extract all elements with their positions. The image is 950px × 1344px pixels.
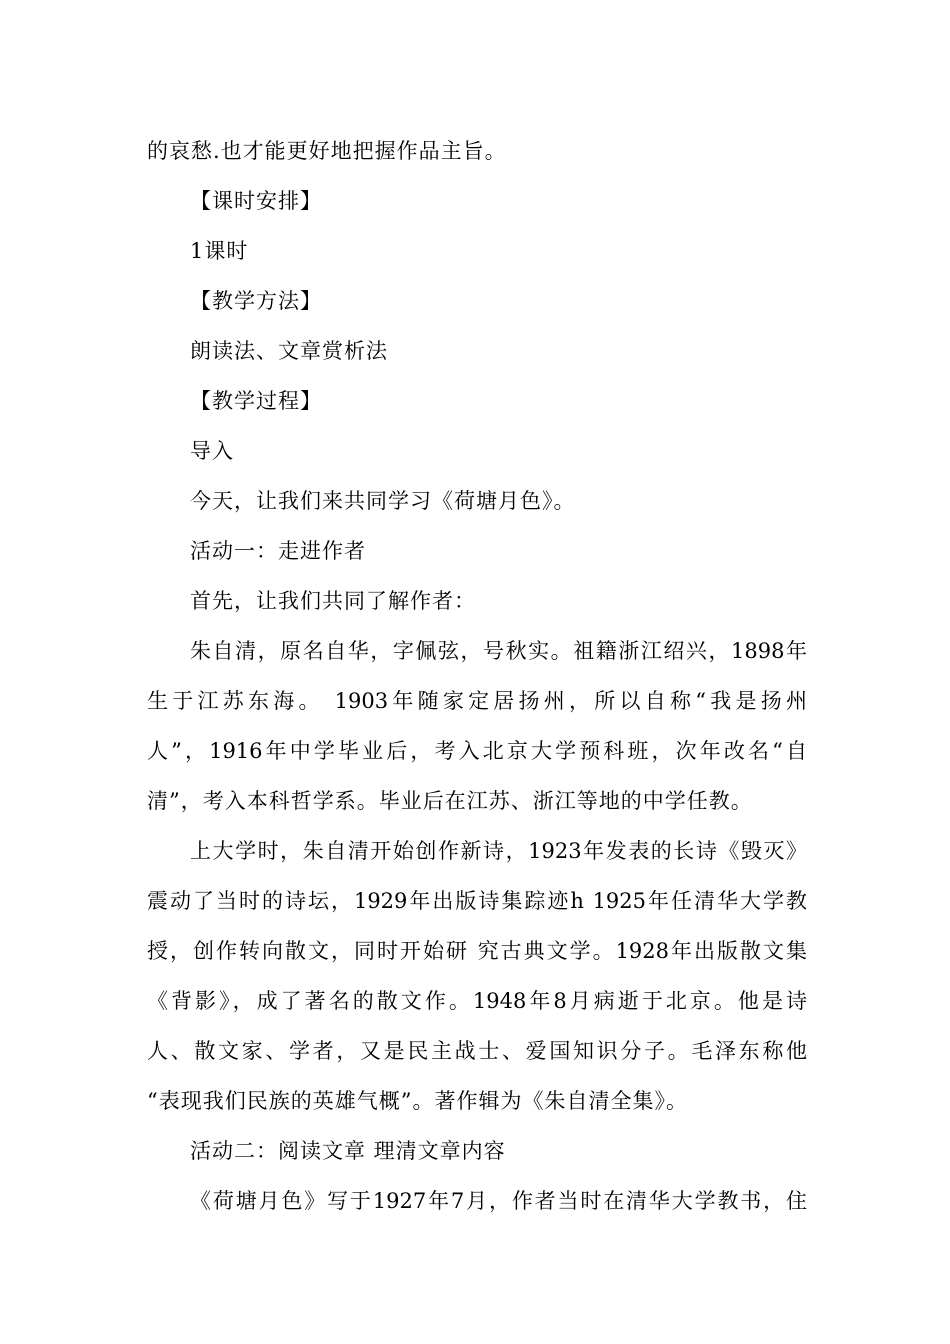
paragraph-line: 朱自清，原名自华，字佩弦，号秋实。祖籍浙江绍兴，1898年 bbox=[190, 639, 807, 663]
paragraph-line: 今天，让我们来共同学习《荷塘月色》。 bbox=[190, 489, 576, 513]
section-heading: 【教学方法】 bbox=[190, 289, 322, 313]
section-heading: 【课时安排】 bbox=[190, 189, 322, 213]
paragraph-line: 的哀愁.也才能更好地把握作品主旨。 bbox=[147, 139, 507, 163]
paragraph-line: 《背影》，成了著名的散文作。1948年8月病逝于北京。他是诗 bbox=[147, 989, 807, 1013]
activity-heading: 活动一：走进作者 bbox=[190, 539, 366, 563]
section-heading: 【教学过程】 bbox=[190, 389, 322, 413]
paragraph-line: 《荷塘月色》写于1927年7月，作者当时在清华大学教书，住 bbox=[190, 1189, 807, 1213]
paragraph-line: 上大学时，朱自清开始创作新诗，1923年发表的长诗《毁灭》 bbox=[190, 839, 807, 863]
paragraph-line: 震动了当时的诗坛，1929年出版诗集踪迹h 1925年任清华大学教 bbox=[147, 889, 807, 913]
activity-heading: 活动二：阅读文章 理清文章内容 bbox=[190, 1139, 506, 1163]
paragraph-line: 1课时 bbox=[190, 239, 249, 263]
paragraph-line: 授，创作转向散文，同时开始研 究古典文学。1928年出版散文集 bbox=[147, 939, 807, 963]
paragraph-line: 导入 bbox=[190, 439, 234, 463]
paragraph-line: 清”，考入本科哲学系。毕业后在江苏、浙江等地的中学任教。 bbox=[147, 789, 753, 813]
paragraph-line: 朗读法、文章赏析法 bbox=[190, 339, 388, 363]
paragraph-line: “表现我们民族的英雄气概”。著作辑为《朱自清全集》。 bbox=[147, 1089, 688, 1113]
paragraph-line: 人、散文家、学者，又是民主战士、爱国知识分子。毛泽东称他 bbox=[147, 1039, 807, 1063]
paragraph-line: 生于江苏东海。 1903年随家定居扬州，所以自称“我是扬州 bbox=[147, 689, 807, 713]
paragraph-line: 人”，1916年中学毕业后，考入北京大学预科班，次年改名“自 bbox=[147, 739, 807, 763]
paragraph-line: 首先，让我们共同了解作者： bbox=[190, 589, 476, 613]
